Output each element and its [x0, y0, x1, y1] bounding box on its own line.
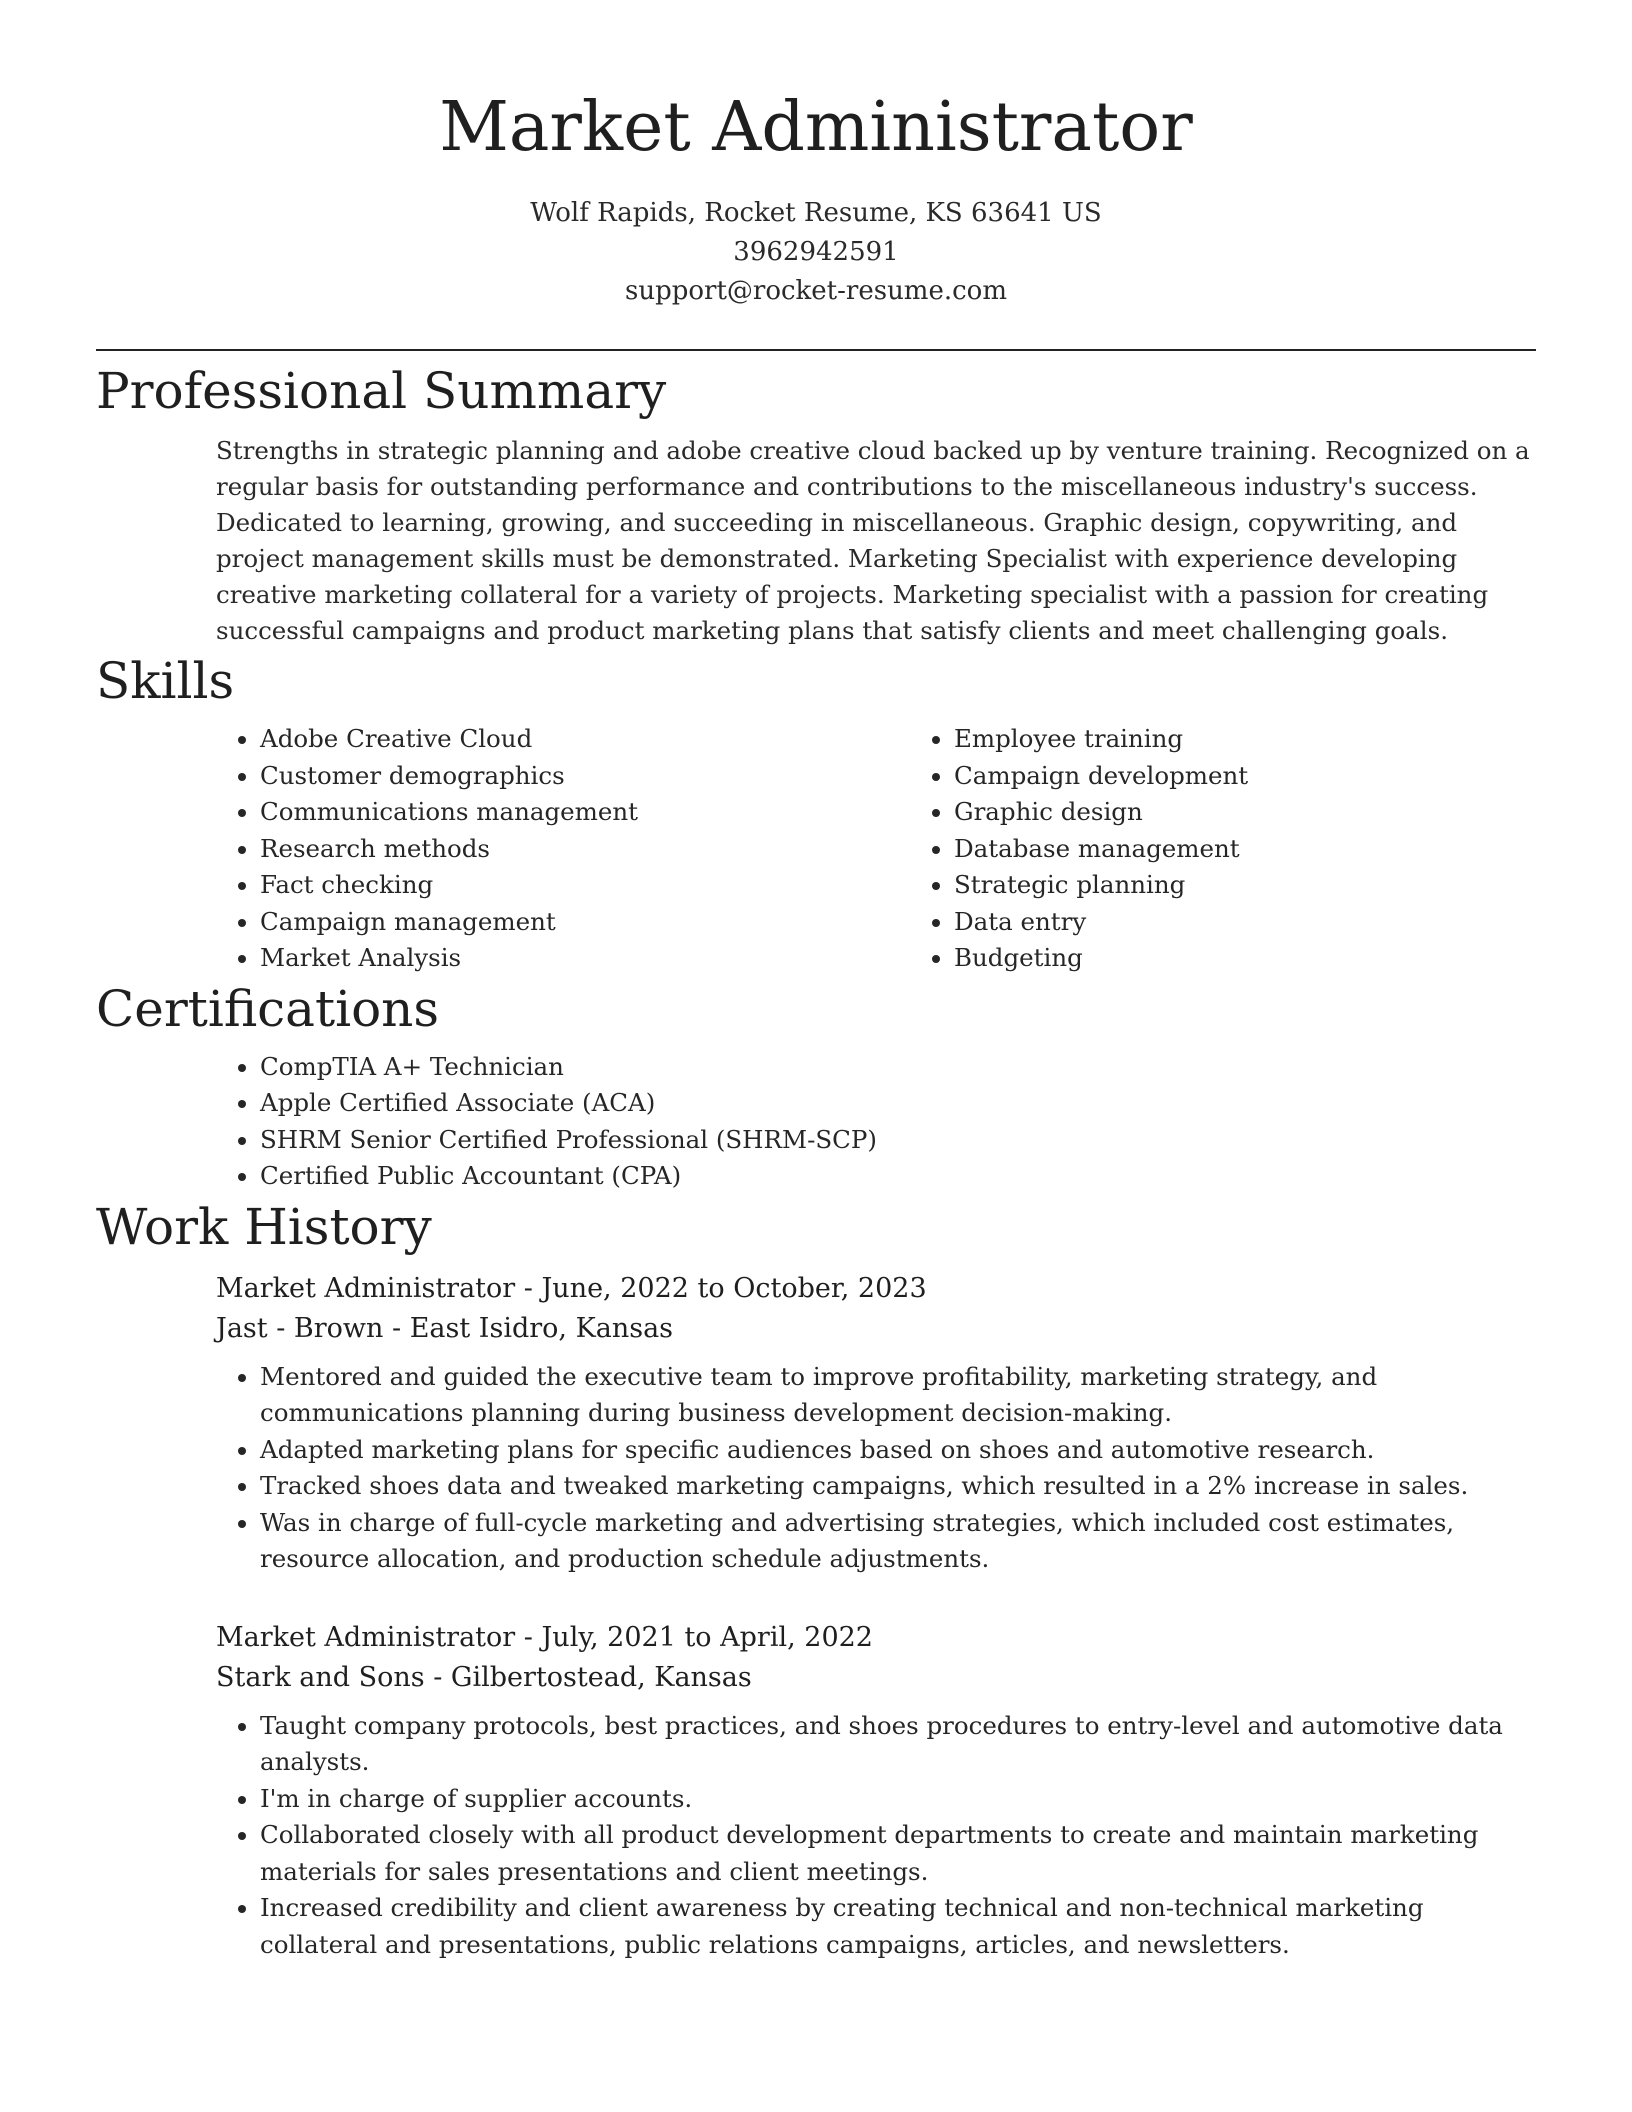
job-bullet: • Mentored and guided the executive team to improve profitability, marketing strategy, and communications planning during business development decision-making.: [260, 1359, 1536, 1432]
skill-item: • Budgeting: [954, 940, 1536, 977]
job-company-line: Stark and Sons - Gilbertostead, Kansas: [216, 1661, 752, 1693]
contact-phone: 3962942591: [733, 237, 899, 267]
contact-address: Wolf Rapids, Rocket Resume, KS 63641 US: [530, 198, 1102, 228]
certification-item: • Apple Certified Associate (ACA): [260, 1085, 1536, 1122]
contact-email: support@rocket-resume.com: [624, 276, 1007, 306]
job-company-line: Jast - Brown - East Isidro, Kansas: [216, 1312, 674, 1344]
job-bullet: • Taught company protocols, best practices, and shoes procedures to entry-level and automotive data analysts.: [260, 1708, 1536, 1781]
certifications-heading: Certifications: [96, 979, 440, 1038]
skill-item: • Employee training: [954, 721, 1536, 758]
skill-item: • Data entry: [954, 904, 1536, 941]
contact-info: [96, 194, 1536, 311]
summary-text: Strengths in strategic planning and adobe creative cloud backed up by venture training. Recognized on a regular basis for outstanding performance and contributions to the miscellaneous industry's success. Dedicated to learning, growing, and succeeding in miscellaneous. Graphic design, copywriting, and project management skills must be demonstrated. Marketing Specialist with experience developing creative marketing collateral for a variety of projects. Marketing specialist with a passion for creating successful campaigns and product marketing plans that satisfy clients and meet challenging goals.: [216, 436, 1530, 645]
header-divider: [96, 349, 1536, 351]
skill-item: • Campaign management: [260, 904, 910, 941]
job-bullet: • Was in charge of full-cycle marketing and advertising strategies, which included cost estimates, resource allocation, and production schedule adjustments.: [260, 1505, 1536, 1578]
job-bullet: • Tracked shoes data and tweaked marketing campaigns, which resulted in a 2% increase in sales.: [260, 1468, 1536, 1505]
job-bullets: [216, 1708, 1536, 1964]
skills-list-right: [910, 721, 1536, 977]
skill-item: • Strategic planning: [954, 867, 1536, 904]
job-bullets: [216, 1359, 1536, 1578]
job-entry: [216, 1269, 1536, 1578]
skills-heading: Skills: [96, 652, 235, 710]
resume-header: [96, 0, 1536, 311]
summary-heading: Professional Summary: [96, 362, 667, 420]
skill-item: • Market Analysis: [260, 940, 910, 977]
certifications-section: [96, 977, 1536, 1195]
skill-item: • Campaign development: [954, 758, 1536, 795]
certification-item: • CompTIA A+ Technician: [260, 1049, 1536, 1086]
skills-section: [96, 649, 1536, 977]
skills-columns: [216, 721, 1536, 977]
skill-item: • Customer demographics: [260, 758, 910, 795]
certification-item: • SHRM Senior Certified Professional (SHRM-SCP): [260, 1122, 1536, 1159]
certifications-list: [216, 1049, 1536, 1195]
job-bullet: • I'm in charge of supplier accounts.: [260, 1781, 1536, 1818]
job-title-line: Market Administrator - July, 2021 to April, 2022: [216, 1621, 873, 1653]
certification-item: • Certified Public Accountant (CPA): [260, 1158, 1536, 1195]
skill-item: • Graphic design: [954, 794, 1536, 831]
job-entry: [216, 1618, 1536, 1964]
skill-item: • Adobe Creative Cloud: [260, 721, 910, 758]
job-bullet: • Increased credibility and client awareness by creating technical and non-technical marketing collateral and presentations, public relations campaigns, articles, and newsletters.: [260, 1890, 1536, 1963]
job-bullet: • Collaborated closely with all product development departments to create and maintain marketing materials for sales presentations and client meetings.: [260, 1817, 1536, 1890]
skill-item: • Fact checking: [260, 867, 910, 904]
work-history-heading: Work History: [96, 1197, 432, 1256]
skills-list-left: [216, 721, 910, 977]
skill-item: • Communications management: [260, 794, 910, 831]
work-history-section: [96, 1195, 1536, 1964]
skill-item: • Research methods: [260, 831, 910, 868]
candidate-name: Market Administrator: [439, 88, 1193, 167]
skill-item: • Database management: [954, 831, 1536, 868]
job-bullet: • Adapted marketing plans for specific audiences based on shoes and automotive research.: [260, 1432, 1536, 1469]
summary-section: [96, 359, 1536, 649]
job-title-line: Market Administrator - June, 2022 to October, 2023: [216, 1272, 927, 1304]
